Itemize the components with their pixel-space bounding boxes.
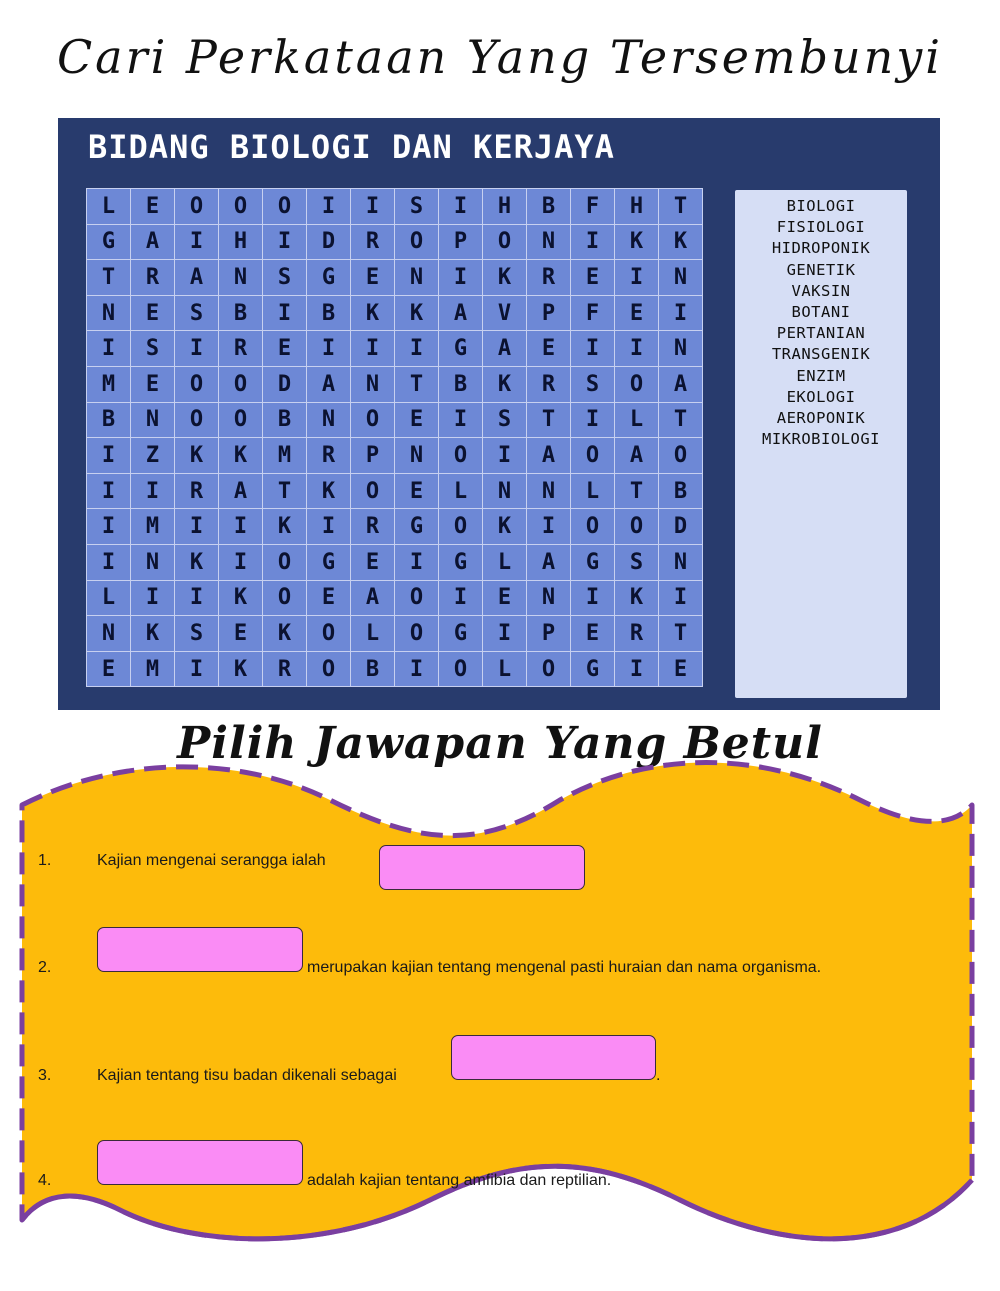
grid-cell[interactable]: O: [351, 474, 395, 510]
grid-cell[interactable]: B: [219, 296, 263, 332]
grid-cell[interactable]: D: [263, 367, 307, 403]
grid-cell[interactable]: I: [439, 260, 483, 296]
puzzle-heading: BIDANG BIOLOGI DAN KERJAYA: [88, 128, 615, 166]
grid-cell[interactable]: E: [395, 474, 439, 510]
grid-cell[interactable]: I: [175, 331, 219, 367]
grid-cell[interactable]: G: [307, 545, 351, 581]
grid-cell[interactable]: I: [439, 189, 483, 225]
grid-cell[interactable]: N: [659, 260, 703, 296]
grid-cell[interactable]: O: [307, 616, 351, 652]
grid-cell[interactable]: O: [219, 189, 263, 225]
grid-cell[interactable]: K: [351, 296, 395, 332]
grid-cell[interactable]: A: [527, 545, 571, 581]
grid-cell[interactable]: O: [175, 189, 219, 225]
grid-cell[interactable]: G: [395, 509, 439, 545]
grid-cell[interactable]: I: [483, 616, 527, 652]
question-text: Kajian tentang tisu badan dikenali sebagai: [97, 1067, 397, 1084]
grid-cell[interactable]: E: [87, 652, 131, 688]
answer-blank-1[interactable]: [379, 845, 585, 890]
grid-cell[interactable]: T: [659, 189, 703, 225]
grid-cell[interactable]: N: [395, 260, 439, 296]
grid-cell[interactable]: I: [219, 545, 263, 581]
grid-cell[interactable]: K: [307, 474, 351, 510]
grid-cell[interactable]: N: [219, 260, 263, 296]
grid-cell[interactable]: R: [351, 225, 395, 261]
grid-cell[interactable]: I: [615, 260, 659, 296]
grid-cell[interactable]: A: [175, 260, 219, 296]
grid-cell[interactable]: E: [219, 616, 263, 652]
word-list-item: ENZIM: [796, 366, 846, 385]
question-number: 4.: [38, 1172, 52, 1189]
grid-cell[interactable]: G: [307, 260, 351, 296]
answer-blank-3[interactable]: [451, 1035, 656, 1080]
grid-cell[interactable]: S: [615, 545, 659, 581]
grid-cell[interactable]: I: [263, 296, 307, 332]
grid-cell[interactable]: N: [527, 474, 571, 510]
grid-cell[interactable]: I: [87, 331, 131, 367]
grid-cell[interactable]: I: [571, 581, 615, 617]
grid-cell[interactable]: L: [87, 189, 131, 225]
grid-cell[interactable]: O: [219, 403, 263, 439]
grid-cell[interactable]: A: [483, 331, 527, 367]
question-number: 3.: [38, 1067, 52, 1084]
grid-cell[interactable]: I: [571, 225, 615, 261]
grid-cell[interactable]: G: [439, 545, 483, 581]
grid-cell[interactable]: L: [571, 474, 615, 510]
grid-cell[interactable]: A: [307, 367, 351, 403]
grid-cell[interactable]: O: [615, 367, 659, 403]
grid-cell[interactable]: I: [395, 331, 439, 367]
grid-cell[interactable]: O: [395, 581, 439, 617]
grid-cell[interactable]: N: [527, 225, 571, 261]
grid-cell[interactable]: E: [483, 581, 527, 617]
grid-cell[interactable]: H: [483, 189, 527, 225]
grid-cell[interactable]: K: [615, 581, 659, 617]
grid-cell[interactable]: B: [439, 367, 483, 403]
grid-cell[interactable]: M: [263, 438, 307, 474]
grid-cell[interactable]: L: [87, 581, 131, 617]
grid-cell[interactable]: A: [439, 296, 483, 332]
grid-cell[interactable]: V: [483, 296, 527, 332]
grid-cell[interactable]: I: [571, 403, 615, 439]
grid-cell[interactable]: R: [615, 616, 659, 652]
grid-cell[interactable]: N: [527, 581, 571, 617]
grid-cell[interactable]: B: [527, 189, 571, 225]
grid-cell[interactable]: O: [483, 225, 527, 261]
grid-cell[interactable]: I: [87, 509, 131, 545]
grid-cell[interactable]: A: [131, 225, 175, 261]
grid-cell[interactable]: E: [351, 260, 395, 296]
grid-cell[interactable]: I: [571, 331, 615, 367]
grid-cell[interactable]: A: [659, 367, 703, 403]
grid-cell[interactable]: E: [263, 331, 307, 367]
grid-cell[interactable]: I: [175, 225, 219, 261]
grid-cell[interactable]: R: [307, 438, 351, 474]
grid-cell[interactable]: L: [615, 403, 659, 439]
grid-cell[interactable]: G: [571, 652, 615, 688]
grid-cell[interactable]: N: [483, 474, 527, 510]
grid-cell[interactable]: O: [263, 581, 307, 617]
grid-cell[interactable]: K: [483, 367, 527, 403]
grid-cell[interactable]: K: [263, 616, 307, 652]
grid-cell[interactable]: S: [483, 403, 527, 439]
grid-cell[interactable]: T: [659, 616, 703, 652]
letter-grid: [86, 188, 703, 687]
grid-cell[interactable]: O: [439, 509, 483, 545]
word-list-item: EKOLOGI: [786, 387, 856, 406]
quiz-title: Pilih Jawapan Yang Betul: [177, 718, 823, 769]
grid-cell[interactable]: I: [395, 545, 439, 581]
grid-cell[interactable]: I: [175, 509, 219, 545]
grid-cell[interactable]: G: [439, 616, 483, 652]
grid-cell[interactable]: E: [307, 581, 351, 617]
grid-cell[interactable]: E: [351, 545, 395, 581]
grid-cell[interactable]: E: [615, 296, 659, 332]
word-list-item: VAKSIN: [791, 281, 851, 300]
grid-cell[interactable]: O: [571, 438, 615, 474]
grid-cell[interactable]: D: [659, 509, 703, 545]
grid-cell[interactable]: I: [439, 403, 483, 439]
grid-cell[interactable]: L: [351, 616, 395, 652]
grid-cell[interactable]: E: [659, 652, 703, 688]
grid-cell[interactable]: L: [483, 652, 527, 688]
grid-cell[interactable]: K: [219, 652, 263, 688]
grid-cell[interactable]: I: [87, 474, 131, 510]
grid-cell[interactable]: B: [659, 474, 703, 510]
grid-cell[interactable]: I: [87, 438, 131, 474]
grid-cell[interactable]: N: [659, 545, 703, 581]
grid-cell[interactable]: P: [439, 225, 483, 261]
grid-cell[interactable]: R: [527, 260, 571, 296]
grid-cell[interactable]: F: [571, 189, 615, 225]
grid-cell[interactable]: E: [131, 296, 175, 332]
answer-blank-4[interactable]: [97, 1140, 303, 1185]
word-list-item: BIOLOGI: [786, 197, 856, 215]
grid-cell[interactable]: K: [659, 225, 703, 261]
grid-cell[interactable]: M: [131, 652, 175, 688]
grid-cell[interactable]: T: [395, 367, 439, 403]
grid-cell[interactable]: K: [219, 438, 263, 474]
grid-cell[interactable]: R: [263, 652, 307, 688]
grid-cell[interactable]: E: [131, 367, 175, 403]
grid-cell[interactable]: I: [527, 509, 571, 545]
grid-cell[interactable]: E: [527, 331, 571, 367]
grid-cell[interactable]: O: [527, 652, 571, 688]
grid-cell[interactable]: S: [175, 616, 219, 652]
grid-cell[interactable]: H: [615, 189, 659, 225]
grid-cell[interactable]: P: [527, 616, 571, 652]
grid-cell[interactable]: I: [175, 652, 219, 688]
quiz-background: [0, 760, 1000, 1291]
answer-blank-2[interactable]: [97, 927, 303, 972]
grid-cell[interactable]: A: [219, 474, 263, 510]
grid-cell[interactable]: S: [263, 260, 307, 296]
grid-cell[interactable]: F: [571, 296, 615, 332]
grid-cell[interactable]: N: [659, 331, 703, 367]
grid-cell[interactable]: H: [219, 225, 263, 261]
word-list-item: PERTANIAN: [776, 324, 866, 343]
grid-cell[interactable]: N: [307, 403, 351, 439]
grid-cell[interactable]: O: [571, 509, 615, 545]
grid-cell[interactable]: O: [175, 367, 219, 403]
grid-cell[interactable]: L: [483, 545, 527, 581]
grid-cell[interactable]: G: [439, 331, 483, 367]
grid-cell[interactable]: L: [439, 474, 483, 510]
grid-cell[interactable]: M: [131, 509, 175, 545]
grid-cell[interactable]: T: [659, 403, 703, 439]
word-list-item: MIKROBIOLOGI: [762, 430, 880, 449]
grid-cell[interactable]: E: [131, 189, 175, 225]
grid-cell[interactable]: K: [483, 509, 527, 545]
grid-cell[interactable]: K: [175, 438, 219, 474]
grid-cell[interactable]: O: [307, 652, 351, 688]
grid-cell[interactable]: N: [395, 438, 439, 474]
grid-cell[interactable]: T: [615, 474, 659, 510]
grid-cell[interactable]: O: [395, 616, 439, 652]
grid-cell[interactable]: E: [395, 403, 439, 439]
grid-cell[interactable]: I: [131, 474, 175, 510]
question-text: .: [656, 1067, 661, 1084]
grid-cell[interactable]: I: [307, 509, 351, 545]
grid-cell[interactable]: K: [483, 260, 527, 296]
grid-cell[interactable]: D: [307, 225, 351, 261]
grid-cell[interactable]: O: [439, 652, 483, 688]
word-list: [735, 190, 907, 698]
grid-cell[interactable]: B: [351, 652, 395, 688]
question-number: 1.: [38, 852, 52, 869]
grid-cell[interactable]: K: [263, 509, 307, 545]
grid-cell[interactable]: B: [263, 403, 307, 439]
grid-cell[interactable]: I: [131, 581, 175, 617]
grid-cell[interactable]: R: [219, 331, 263, 367]
grid-cell[interactable]: B: [307, 296, 351, 332]
question-number: 2.: [38, 959, 52, 976]
word-list-item: TRANSGENIK: [771, 345, 871, 364]
grid-cell[interactable]: R: [175, 474, 219, 510]
grid-cell[interactable]: I: [659, 581, 703, 617]
grid-cell[interactable]: I: [175, 581, 219, 617]
grid-cell[interactable]: I: [659, 296, 703, 332]
grid-cell[interactable]: K: [175, 545, 219, 581]
grid-cell[interactable]: P: [527, 296, 571, 332]
grid-cell[interactable]: I: [263, 225, 307, 261]
grid-cell[interactable]: N: [87, 296, 131, 332]
grid-cell[interactable]: O: [395, 225, 439, 261]
grid-cell[interactable]: O: [439, 438, 483, 474]
grid-cell[interactable]: T: [527, 403, 571, 439]
grid-cell[interactable]: K: [219, 581, 263, 617]
grid-cell[interactable]: I: [439, 581, 483, 617]
grid-cell[interactable]: O: [219, 367, 263, 403]
grid-cell[interactable]: Z: [131, 438, 175, 474]
grid-cell[interactable]: I: [87, 545, 131, 581]
grid-cell[interactable]: G: [87, 225, 131, 261]
grid-cell[interactable]: A: [527, 438, 571, 474]
grid-cell[interactable]: K: [615, 225, 659, 261]
grid-cell[interactable]: K: [131, 616, 175, 652]
grid-cell[interactable]: O: [659, 438, 703, 474]
grid-cell[interactable]: A: [351, 581, 395, 617]
grid-cell[interactable]: I: [307, 189, 351, 225]
grid-cell[interactable]: T: [87, 260, 131, 296]
grid-cell[interactable]: G: [571, 545, 615, 581]
grid-cell[interactable]: O: [263, 189, 307, 225]
grid-cell[interactable]: S: [395, 189, 439, 225]
grid-cell[interactable]: E: [571, 260, 615, 296]
grid-cell[interactable]: N: [351, 367, 395, 403]
grid-cell[interactable]: S: [571, 367, 615, 403]
grid-cell[interactable]: S: [175, 296, 219, 332]
grid-cell[interactable]: I: [395, 652, 439, 688]
grid-cell[interactable]: R: [131, 260, 175, 296]
grid-cell[interactable]: P: [351, 438, 395, 474]
question-text: adalah kajian tentang amfibia dan reptilian.: [307, 1172, 612, 1189]
grid-cell[interactable]: O: [351, 403, 395, 439]
question-text: Kajian mengenai serangga ialah: [97, 852, 326, 869]
word-list-item: FISIOLOGI: [776, 218, 866, 237]
grid-cell[interactable]: M: [87, 367, 131, 403]
grid-cell[interactable]: I: [351, 189, 395, 225]
grid-cell[interactable]: N: [87, 616, 131, 652]
word-list-item: AEROPONIK: [776, 409, 866, 428]
grid-cell[interactable]: S: [131, 331, 175, 367]
page-title: Cari Perkataan Yang Tersembunyi: [56, 30, 943, 84]
word-list-item: GENETIK: [786, 260, 856, 279]
grid-cell[interactable]: I: [615, 331, 659, 367]
word-list-item: BOTANI: [791, 303, 851, 322]
grid-cell[interactable]: K: [395, 296, 439, 332]
grid-cell[interactable]: I: [615, 652, 659, 688]
question-text: merupakan kajian tentang mengenal pasti huraian dan nama organisma.: [307, 959, 822, 976]
word-list-item: HIDROPONIK: [771, 239, 871, 258]
grid-cell[interactable]: N: [131, 545, 175, 581]
grid-cell[interactable]: B: [87, 403, 131, 439]
grid-cell[interactable]: R: [527, 367, 571, 403]
grid-cell[interactable]: I: [307, 331, 351, 367]
grid-cell[interactable]: N: [131, 403, 175, 439]
grid-cell[interactable]: E: [571, 616, 615, 652]
grid-cell[interactable]: O: [263, 545, 307, 581]
grid-cell[interactable]: I: [351, 331, 395, 367]
grid-cell[interactable]: T: [263, 474, 307, 510]
grid-cell[interactable]: I: [483, 438, 527, 474]
word-search-panel: [58, 118, 940, 710]
grid-cell[interactable]: A: [615, 438, 659, 474]
grid-cell[interactable]: R: [351, 509, 395, 545]
grid-cell[interactable]: O: [175, 403, 219, 439]
grid-cell[interactable]: I: [219, 509, 263, 545]
grid-cell[interactable]: O: [615, 509, 659, 545]
